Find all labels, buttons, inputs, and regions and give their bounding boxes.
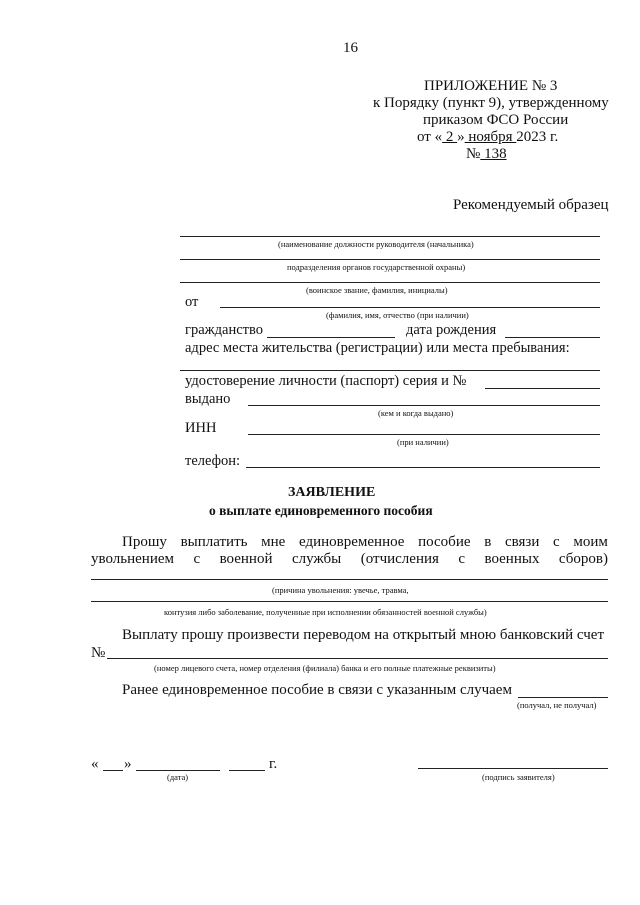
request-line-2-word: сборов) [558, 551, 608, 567]
from-caption: (фамилия, имя, отчество (при наличии) [326, 310, 469, 320]
request-line-2-word: (отчисления [360, 551, 439, 567]
inn-field[interactable] [248, 434, 600, 435]
account-prefix: № [91, 645, 106, 661]
account-caption: (номер лицевого счета, номер отделения (филиала) банка и его полные платежные реквизиты) [154, 663, 496, 673]
statement-subtitle: о выплате единовременного пособия [209, 503, 433, 518]
request-line-1-word: единовременное [299, 534, 405, 550]
transfer-text: Выплату прошу произвести переводом на открытый мною банковский счет [122, 627, 605, 643]
phone-field[interactable] [246, 467, 600, 468]
inn-caption: (при наличии) [397, 437, 449, 447]
phone-label: телефон: [185, 453, 241, 469]
date-caption: (дата) [167, 772, 189, 782]
addressee-line-3 [180, 282, 600, 283]
appendix-title: ПРИЛОЖЕНИЕ № 3 [424, 78, 558, 94]
request-line-2-word: службы [291, 551, 342, 567]
addressee-caption-2: подразделения органов государственной охраны) [287, 262, 466, 272]
request-line-1 [122, 534, 608, 551]
issued-caption: (кем и когда выдано) [378, 408, 454, 418]
request-line-2 [91, 551, 608, 568]
reason-caption-2: контузия либо заболевание, полученные при исполнении обязанностей военной службы) [164, 607, 487, 617]
appendix-line-2: приказом ФСО России [423, 112, 569, 128]
from-label: от [185, 294, 199, 310]
date-quote-close: » [124, 756, 132, 772]
reason-field-2[interactable] [91, 601, 608, 602]
date-month-field[interactable] [136, 770, 220, 771]
request-line-2-word: военной [219, 551, 273, 567]
birth-date-field[interactable] [505, 337, 600, 338]
request-line-2-word: с [458, 551, 466, 567]
issued-label: выдано [185, 391, 231, 407]
sample-label: Рекомендуемый образец [453, 197, 609, 213]
statement-title: ЗАЯВЛЕНИЕ [288, 485, 376, 500]
appendix-line-1: к Порядку (пункт 9), утвержденному [373, 95, 609, 111]
request-line-2-word: с [193, 551, 201, 567]
address-label: адрес места жительства (регистрации) или места пребывания: [185, 340, 570, 356]
date-day: 2 [442, 129, 458, 145]
request-line-2-word: увольнением [91, 551, 174, 567]
issued-field[interactable] [248, 405, 600, 406]
addressee-caption-3: (воинское звание, фамилия, инициалы) [306, 285, 448, 295]
request-line-1-word: пособие [418, 534, 471, 550]
from-line [220, 307, 600, 308]
request-line-1-word: мне [261, 534, 286, 550]
date-day-field[interactable] [103, 770, 123, 771]
reason-caption-1: (причина увольнения: увечье, травма, [272, 585, 409, 595]
date-month: ноября [464, 129, 517, 145]
addressee-line-1 [180, 236, 600, 237]
appendix-number [466, 146, 513, 163]
request-line-2-word: военных [484, 551, 540, 567]
request-line-1-word: связи [504, 534, 540, 550]
id-document-label: удостоверение личности (паспорт) серия и № [185, 373, 467, 389]
date-year-field[interactable] [229, 770, 265, 771]
birth-date-label: дата рождения [406, 322, 497, 338]
date-quote-open: « [91, 756, 99, 772]
number-value: 138 [480, 146, 507, 162]
previous-field[interactable] [518, 697, 608, 698]
year-suffix: г. [269, 756, 278, 772]
request-line-1-word: Прошу [122, 534, 167, 550]
reason-field-1[interactable] [91, 579, 608, 580]
date-prefix: от « [417, 129, 443, 145]
previous-caption: (получал, не получал) [517, 700, 597, 710]
request-line-1-word: в [484, 534, 492, 550]
id-document-field[interactable] [485, 388, 600, 389]
account-field[interactable] [107, 658, 608, 659]
citizenship-field[interactable] [267, 337, 395, 338]
date-year: 2023 г. [516, 129, 559, 145]
previous-text: Ранее единовременное пособие в связи с указанным случаем [122, 682, 512, 698]
appendix-date [417, 129, 558, 146]
address-field[interactable] [180, 370, 600, 371]
number-prefix: № [466, 146, 481, 162]
request-line-1-word: с [553, 534, 560, 550]
signature-field[interactable] [418, 768, 608, 769]
addressee-line-2 [180, 259, 600, 260]
citizenship-label: гражданство [185, 322, 263, 338]
request-line-1-word: моим [573, 534, 608, 550]
page-number: 16 [343, 40, 358, 56]
inn-label: ИНН [185, 420, 217, 436]
date-mid: » [457, 129, 465, 145]
signature-caption: (подпись заявителя) [482, 772, 555, 782]
addressee-caption-1: (наименование должности руководителя (начальника) [278, 239, 474, 249]
request-line-1-word: выплатить [180, 534, 248, 550]
